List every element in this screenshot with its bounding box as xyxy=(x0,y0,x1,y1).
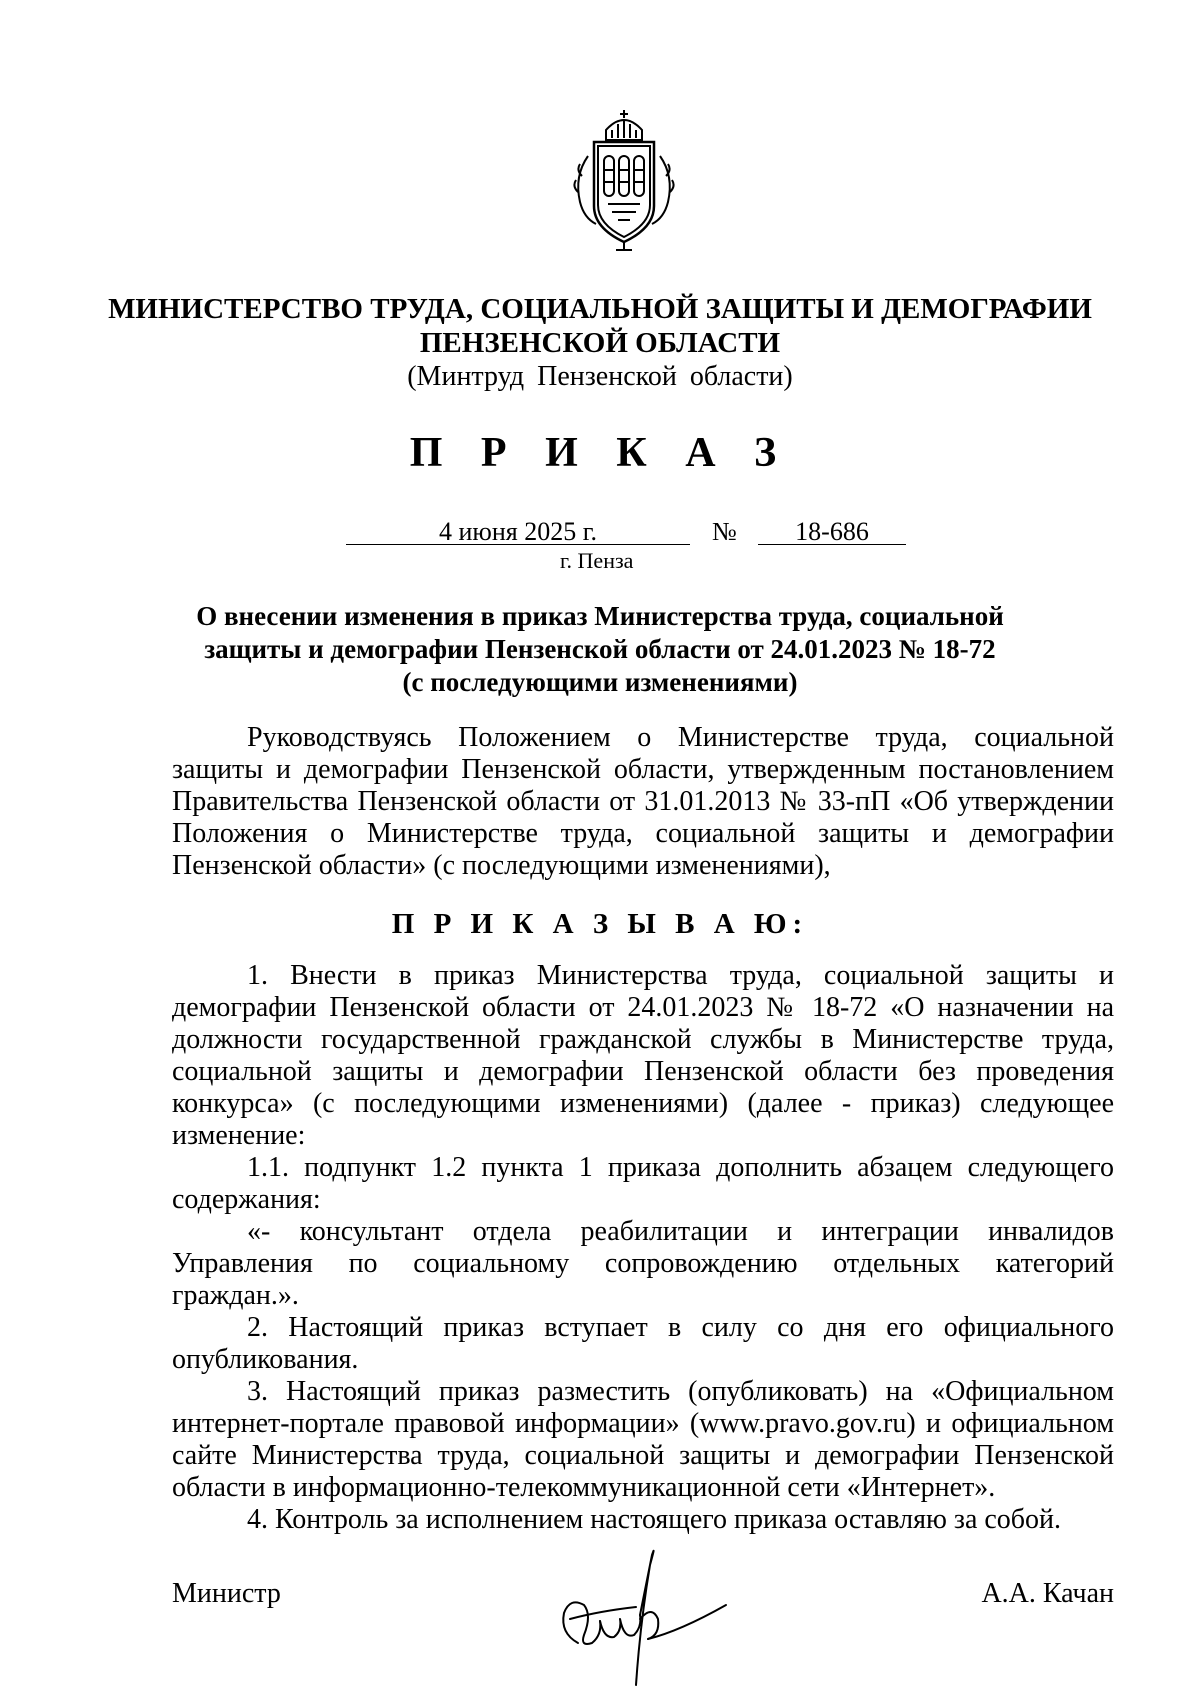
body-line: должности государственной гражданской службы в Министерстве труда, xyxy=(172,1024,1114,1055)
document-type-title: П Р И К А З xyxy=(409,430,791,476)
body-line: 1. Внести в приказ Министерства труда, социальной защиты и xyxy=(247,960,1114,991)
number-underline xyxy=(758,544,906,545)
body-line: опубликования. xyxy=(172,1344,359,1375)
body-line: конкурса» (с последующими изменениями) (далее - приказ) следующее xyxy=(172,1088,1114,1119)
date-underline xyxy=(346,544,690,545)
body-line: «- консультант отдела реабилитации и интеграции инвалидов xyxy=(247,1216,1114,1247)
subject-line1: О внесении изменения в приказ Министерства труда, социальной xyxy=(196,601,1004,631)
body-line: изменение: xyxy=(172,1120,306,1151)
signer-position: Министр xyxy=(172,1578,281,1609)
ministry-short-name: (Минтруд Пензенской области) xyxy=(407,361,793,392)
body-line: 3. Настоящий приказ разместить (опубликовать) на «Официальном xyxy=(247,1376,1114,1407)
signer-name: А.А. Качан xyxy=(981,1578,1114,1609)
body-line: Управления по социальному сопровождению отдельных категорий xyxy=(172,1248,1114,1279)
preamble-line: защиты и демографии Пензенской области, утвержденным постановлением xyxy=(172,754,1114,785)
body-line: 1.1. подпункт 1.2 пункта 1 приказа дополнить абзацем следующего xyxy=(247,1152,1114,1183)
body-line: интернет-портале правовой информации» (www.pravo.gov.ru) и официальном xyxy=(172,1408,1114,1439)
body-line: социальной защиты и демографии Пензенской области без проведения xyxy=(172,1056,1114,1087)
ministry-name-line1: МИНИСТЕРСТВО ТРУДА, СОЦИАЛЬНОЙ ЗАЩИТЫ И ДЕМОГРАФИИ xyxy=(108,293,1092,325)
body-line: 4. Контроль за исполнением настоящего приказа оставляю за собой. xyxy=(247,1504,1062,1535)
preamble-line: Руководствуясь Положением о Министерстве труда, социальной xyxy=(247,722,1114,753)
body-line: содержания: xyxy=(172,1184,321,1215)
subject-line3: (с последующими изменениями) xyxy=(402,667,798,697)
body-line: демографии Пензенской области от 24.01.2023 № 18-72 «О назначении на xyxy=(172,992,1114,1023)
document-date: 4 июня 2025 г. xyxy=(439,517,597,546)
number-sign: № xyxy=(712,517,737,546)
orders-heading: П Р И К А З Ы В А Ю: xyxy=(391,908,809,940)
coat-of-arms-emblem xyxy=(568,106,680,254)
ministry-name-line2: ПЕНЗЕНСКОЙ ОБЛАСТИ xyxy=(419,327,781,359)
preamble-line: Правительства Пензенской области от 31.01.2013 № 33-пП «Об утверждении xyxy=(172,786,1114,817)
body-line: сайте Министерства труда, социальной защиты и демографии Пензенской xyxy=(172,1440,1114,1471)
handwritten-signature xyxy=(540,1535,730,1690)
subject-line2: защиты и демографии Пензенской области от 24.01.2023 № 18-72 xyxy=(204,634,996,664)
document-city: г. Пенза xyxy=(560,548,634,573)
preamble-line: Положения о Министерстве труда, социальной защиты и демографии xyxy=(172,818,1114,849)
document-number: 18-686 xyxy=(795,517,869,546)
body-line: граждан.». xyxy=(172,1280,299,1311)
body-line: области в информационно-телекоммуникационной сети «Интернет». xyxy=(172,1472,996,1503)
preamble-line: Пензенской области» (с последующими изменениями), xyxy=(172,850,831,881)
body-line: 2. Настоящий приказ вступает в силу со дня его официального xyxy=(247,1312,1114,1343)
